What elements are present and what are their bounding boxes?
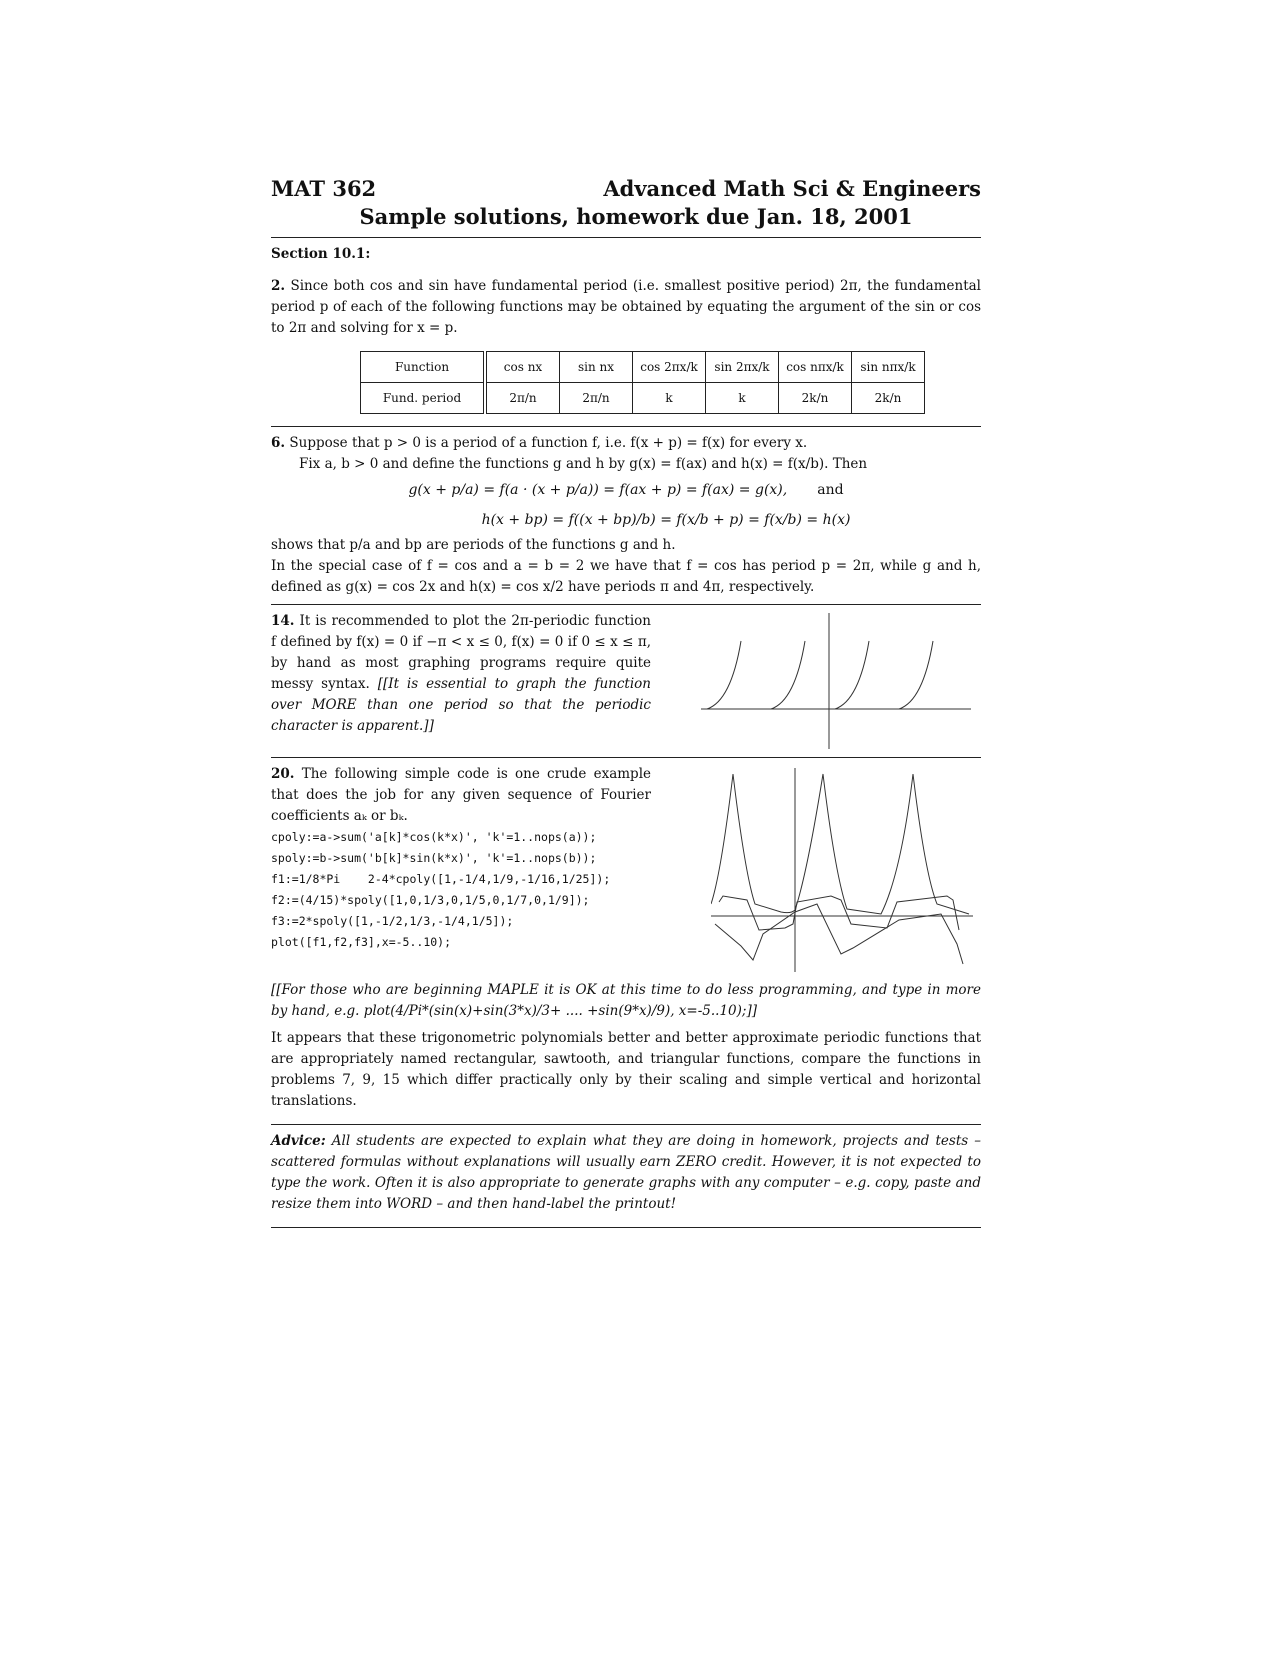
divider xyxy=(271,1124,981,1125)
fourier-graph xyxy=(711,764,981,974)
equation-and: and xyxy=(817,482,844,498)
header-line xyxy=(271,175,981,203)
problem-6-line2: Fix a, b > 0 and define the functions g and h by g(x) = f(ax) and h(x) = f(x/b). Then xyxy=(299,456,868,472)
problem-6-shows: shows that p/a and bp are periods of the functions g and h. xyxy=(271,537,676,553)
problem-20-block xyxy=(271,764,981,974)
problem-6-special: In the special case of f = cos and a = b = 2 we have that f = cos has period p = 2π, while g and h, defined as g(x) = cos 2x and h(x) = cos x/2 have periods π and 4π, respectively. xyxy=(271,558,981,595)
code-line: f2:=(4/15)*spoly([1,0,1/3,0,1/5,0,1/7,0,1/9]); xyxy=(271,893,590,907)
equation-text: g(x + p/a) = f(a · (x + p/a)) = f(ax + p) = f(ax) = g(x), xyxy=(408,482,788,498)
equation-g xyxy=(271,475,981,505)
code-line: f3:=2*spoly([1,-1/2,1/3,-1/4,1/5]); xyxy=(271,914,514,928)
curve-segment xyxy=(707,641,741,709)
table-cell: cos nπx/k xyxy=(779,352,852,383)
equation-h: h(x + bp) = f((x + bp)/b) = f(x/b + p) = f(x/b) = h(x) xyxy=(481,512,851,528)
table-cell: 2k/n xyxy=(852,383,925,414)
problem-text: It is recommended to plot the 2π-periodic function f defined by f(x) = 0 if −π < x ≤ 0, f(x) = 0 if 0 ≤ x ≤ π, by hand as most graphing programs require quite messy syntax. xyxy=(271,613,651,692)
problem-20-conclusion: It appears that these trigonometric polynomials better and better approximate periodic functions that are appropriately named rectangular, sawtooth, and triangular functions, compare the functions in problems 7, 9, 15 which differ practically only by their scaling and simple vertical and horizontal translations. xyxy=(271,1030,981,1109)
code-line: cpoly:=a->sum('a[k]*cos(k*x)', 'k'=1..nops(a)); xyxy=(271,830,597,844)
code-line: spoly:=b->sum('b[k]*sin(k*x)', 'k'=1..nops(b)); xyxy=(271,851,597,865)
sawtooth-graph xyxy=(701,611,981,751)
table-cell: sin nx xyxy=(560,352,633,383)
problem-6-line1 xyxy=(271,433,981,454)
table-row xyxy=(361,383,925,414)
problem-20 xyxy=(271,764,651,974)
course-code: MAT 362 xyxy=(271,176,377,201)
section-heading: Section 10.1: xyxy=(271,246,371,262)
curve-segment xyxy=(835,641,869,709)
document-subtitle: Sample solutions, homework due Jan. 18, 2001 xyxy=(359,204,913,229)
code-line: plot([f1,f2,f3],x=-5..10); xyxy=(271,935,452,949)
period-table xyxy=(360,351,925,414)
problem-14-block xyxy=(271,611,981,751)
table-cell: k xyxy=(633,383,706,414)
problem-number: 6. xyxy=(271,435,286,451)
advice-text: All students are expected to explain what they are doing in homework, projects and tests – scattered formulas without explanations will usually earn ZERO credit. However, it is not expected to type the work. Often it is also appropriate to generate graphs with any computer – e.g. copy, paste and resize them into WORD – and then hand-label the printout! xyxy=(271,1133,981,1212)
code-line: f1:=1/8*Pi 2-4*cpoly([1,-1/4,1/9,-1/16,1/25]); xyxy=(271,872,611,886)
curve-segment xyxy=(771,641,805,709)
problem-14 xyxy=(271,611,651,751)
divider xyxy=(271,426,981,427)
table-row xyxy=(361,352,925,383)
table-cell: 2π/n xyxy=(560,383,633,414)
problem-20-note: [[For those who are beginning MAPLE it is OK at this time to do less programming, and type in more by hand, e.g. plot(4/Pi*(sin(x)+sin(3*x)/3+ .... +sin(9*x)/9), x=-5..10);]] xyxy=(271,982,981,1019)
curve-segment xyxy=(899,641,933,709)
table-cell: Fund. period xyxy=(361,383,486,414)
table-cell: sin 2πx/k xyxy=(706,352,779,383)
divider xyxy=(271,757,981,758)
problem-number: 2. xyxy=(271,278,286,294)
problem-text: Suppose that p > 0 is a period of a function f, i.e. f(x + p) = f(x) for every x. xyxy=(289,435,808,451)
table-cell: Function xyxy=(361,352,486,383)
table-cell: 2π/n xyxy=(485,383,560,414)
divider xyxy=(271,1227,981,1228)
divider xyxy=(271,237,981,238)
document-page xyxy=(271,175,981,1234)
series-f2-line xyxy=(719,896,959,930)
problem-2 xyxy=(271,276,981,339)
table-cell: cos nx xyxy=(485,352,560,383)
problem-number: 20. xyxy=(271,766,295,782)
table-cell: 2k/n xyxy=(779,383,852,414)
divider xyxy=(271,604,981,605)
problem-text: The following simple code is one crude example that does the job for any given sequence of Fourier coefficients aₖ or bₖ. xyxy=(271,766,651,824)
problem-note: [[It is essential to graph the function over MORE than one period so that the periodic character is apparent.]] xyxy=(271,676,652,734)
course-title: Advanced Math Sci & Engineers xyxy=(603,176,981,201)
series-f1-line xyxy=(711,774,969,914)
problem-number: 14. xyxy=(271,613,295,629)
table-cell: sin nπx/k xyxy=(852,352,925,383)
advice-paragraph xyxy=(271,1131,981,1215)
advice-label: Advice: xyxy=(271,1133,326,1149)
table-cell: k xyxy=(706,383,779,414)
problem-text: Since both cos and sin have fundamental period (i.e. smallest positive period) 2π, the fundamental period p of each of the following functions may be obtained by equating the argument of the sin or cos to 2π and solving for x = p. xyxy=(271,278,982,336)
table-cell: cos 2πx/k xyxy=(633,352,706,383)
